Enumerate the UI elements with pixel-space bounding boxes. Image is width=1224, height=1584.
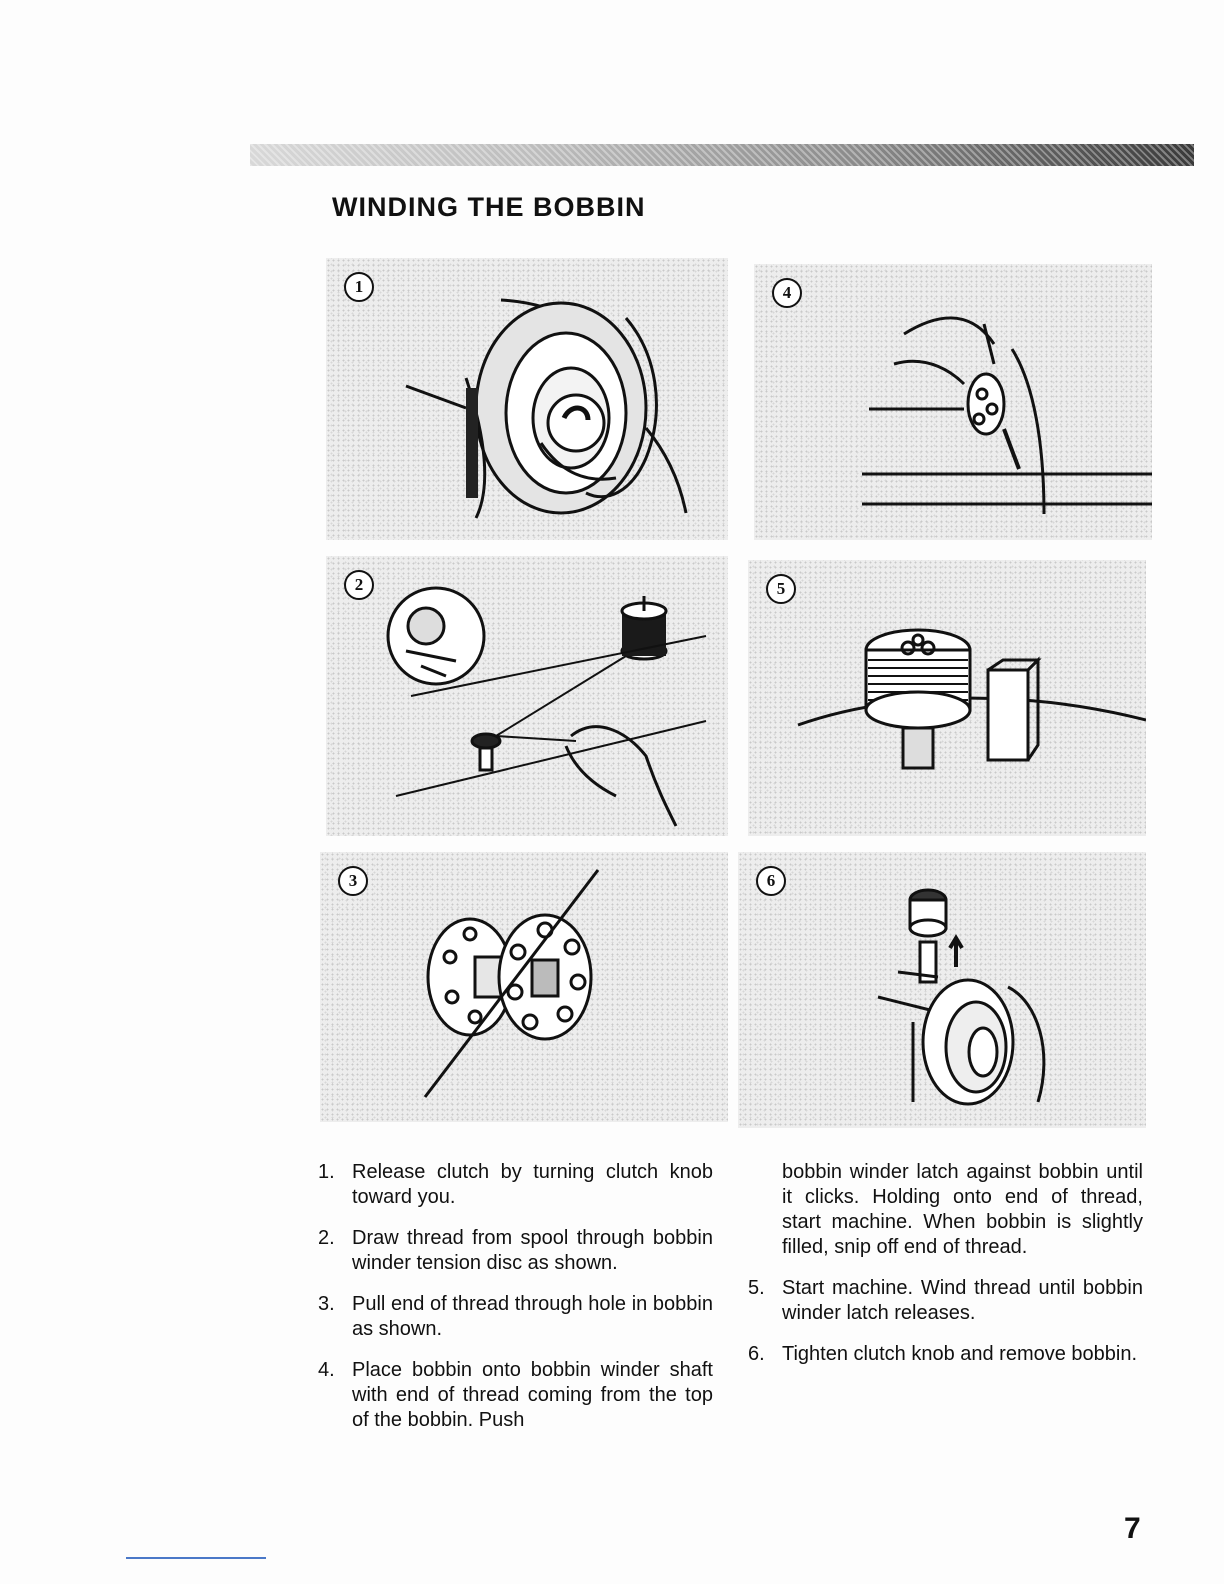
page-title: WINDING THE BOBBIN xyxy=(332,192,646,222)
step-text: Place bobbin onto bobbin winder shaft with end of thread coming from the top of the bobbin. Push xyxy=(352,1359,713,1431)
step-badge-3: 3 xyxy=(338,866,368,896)
step-badge-1: 1 xyxy=(344,272,374,302)
step-badge-5: 5 xyxy=(766,574,796,604)
step-badge-4: 4 xyxy=(772,278,802,308)
step-text: bobbin winder latch against bobbin until it clicks. Holding onto end of thread, start machine. When bobbin is slightly filled, snip off end of thread. xyxy=(782,1161,1143,1258)
figure-3 xyxy=(320,852,728,1122)
header-rule xyxy=(250,144,1194,166)
step-1 xyxy=(318,1160,713,1210)
figure-1 xyxy=(326,258,728,540)
step-number: 3. xyxy=(318,1293,335,1315)
bobbin-winder-shaft-icon xyxy=(754,264,1152,540)
remove-bobbin-icon xyxy=(738,852,1146,1128)
step-text: Pull end of thread through hole in bobbin as shown. xyxy=(352,1293,713,1340)
step-text: Start machine. Wind thread until bobbin winder latch releases. xyxy=(782,1277,1143,1324)
step-number: 2. xyxy=(318,1227,335,1249)
step-text: Release clutch by turning clutch knob toward you. xyxy=(352,1161,713,1208)
step-badge-6: 6 xyxy=(756,866,786,896)
step-3 xyxy=(318,1292,713,1342)
figure-5 xyxy=(748,560,1146,836)
step-number: 6. xyxy=(748,1343,765,1365)
page-number: 7 xyxy=(1124,1512,1141,1545)
step-badge-2: 2 xyxy=(344,570,374,600)
step-6 xyxy=(748,1342,1143,1367)
winding-bobbin-icon xyxy=(748,560,1146,836)
spool-thread-icon xyxy=(326,556,728,836)
step-number: 1. xyxy=(318,1161,335,1183)
footer-rule xyxy=(126,1557,266,1559)
figure-6 xyxy=(738,852,1146,1128)
instructions-right-column xyxy=(748,1160,1143,1383)
step-4 xyxy=(318,1358,713,1433)
step-text: Tighten clutch knob and remove bobbin. xyxy=(782,1343,1138,1365)
step-5 xyxy=(748,1276,1143,1326)
step-number: 5. xyxy=(748,1277,765,1299)
figure-4 xyxy=(754,264,1152,540)
step-text: Draw thread from spool through bobbin winder tension disc as shown. xyxy=(352,1227,713,1274)
step-2 xyxy=(318,1226,713,1276)
clutch-knob-icon xyxy=(326,258,728,540)
step-4-continued xyxy=(748,1160,1143,1260)
instructions-left-column xyxy=(318,1160,713,1449)
figure-2 xyxy=(326,556,728,836)
bobbin-thread-icon xyxy=(320,852,728,1122)
step-number: 4. xyxy=(318,1359,335,1381)
